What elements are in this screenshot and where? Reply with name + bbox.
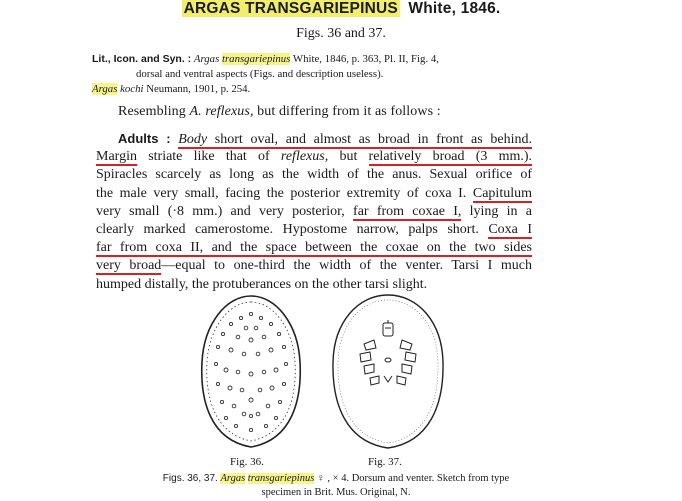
resembling-post: but differing from it as follows :: [257, 104, 441, 119]
resembling-species: A. reflexus,: [189, 104, 254, 119]
capitulum-text: very small (·8 mm.) and very posterior,: [96, 203, 345, 219]
coxa-text: far from coxa II, and the space between the coxae on the two sides: [96, 240, 532, 256]
margin-term: Margin: [96, 149, 137, 165]
tarsi-line: humped distally, the protuberances on the other tarsi slight.: [96, 276, 428, 292]
capitulum-text-end: lying in a: [469, 203, 533, 219]
lit-synonym-genus: Argas: [92, 83, 118, 95]
page-title: [0, 0, 682, 22]
caption-genus: Argas: [220, 473, 246, 484]
coxa-term: Coxa I: [488, 221, 532, 237]
figures-reference: Figs. 36 and 37.: [296, 26, 386, 41]
adults-label: Adults :: [118, 131, 171, 146]
camerostome-text: clearly marked camerostome. Hypostome narrow, palps short.: [96, 221, 479, 237]
reflexus-term: reflexus,: [280, 149, 329, 165]
margin-width: relatively broad (3 mm.).: [368, 149, 533, 165]
adults-description: [96, 130, 532, 294]
lit-ref-1: White, 1846, p. 363, Pl. II, Fig. 4,: [292, 53, 439, 65]
sexual-orifice-text: the male very small, facing the posterior extremity of coxa I.: [96, 185, 467, 201]
venter-illustration: [328, 292, 448, 452]
caption-sex-scale: ♀ , × 4.: [316, 473, 350, 484]
lit-ref-2: dorsal and ventral aspects (Figs. and description useless).: [136, 68, 384, 80]
species-name: ARGAS TRANSGARIEPINUS: [183, 0, 398, 17]
resembling-pre: Resembling: [118, 104, 186, 119]
lit-ref-3: Neumann, 1901, p. 254.: [146, 83, 251, 95]
literature-label: Lit., Icon. and Syn. :: [92, 53, 192, 65]
figure-area: [196, 288, 456, 470]
dorsum-illustration: [196, 292, 306, 452]
coxae-distance: far from coxae I,: [353, 203, 462, 219]
lit-synonym-species: kochi: [120, 83, 144, 95]
margin-text: striate like that of: [148, 149, 270, 165]
fig37-label: Fig. 37.: [368, 456, 402, 468]
literature-section: [92, 52, 612, 97]
species-author: White, 1846.: [408, 0, 501, 17]
caption-text-1: Dorsum and venter. Sketch from type: [351, 473, 510, 484]
lit-genus: Argas: [193, 53, 220, 65]
lit-species: transgariepinus: [221, 53, 291, 65]
caption-label: Figs. 36, 37.: [162, 473, 218, 484]
figure-caption: [96, 472, 576, 500]
caption-text-2: specimen in Brit. Mus. Original, N.: [261, 487, 411, 498]
fig36-label: Fig. 36.: [230, 456, 264, 468]
body-term: Body: [178, 132, 208, 147]
capitulum-term: Capitulum: [472, 185, 532, 201]
spiracles-line: Spiracles scarcely as long as the width of the anus. Sexual orifice of: [96, 167, 532, 183]
venter-text: —equal to one-third the width of the venter. Tarsi I much: [161, 258, 532, 274]
body-text: short oval, and almost as broad in front as behind.: [214, 132, 533, 147]
very-broad-term: very broad: [96, 258, 162, 274]
resembling-line: [118, 104, 638, 120]
caption-species: transgariepinus: [247, 473, 315, 484]
margin-but: but: [339, 149, 358, 165]
